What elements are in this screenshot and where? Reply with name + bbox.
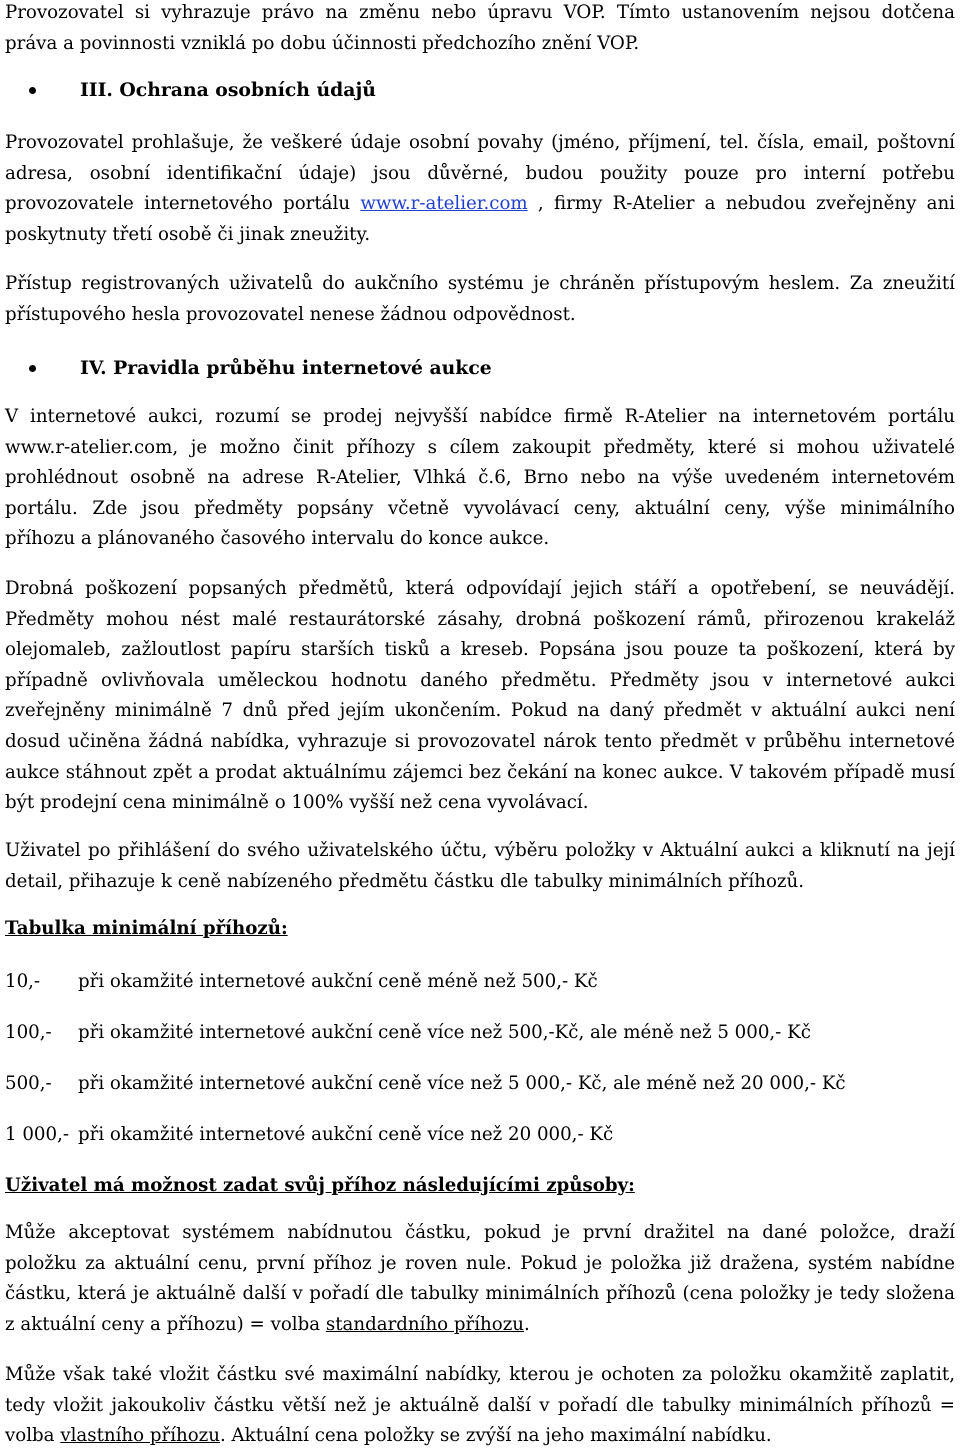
text-line [5,189,955,220]
text-line: Předměty mohou nést malé restaurátorské zásahy, drobná poškození rámů, přirozenou krakeláž [5,608,955,630]
bid-amount: 1 000,- [5,1124,69,1145]
own-bid-term: vlastního příhozu [60,1425,220,1447]
rules-paragraph [5,402,955,555]
text-span: z aktuální ceny a příhozu) = volba [5,1313,326,1335]
ways-title-text: Uživatel má možnost zadat svůj příhoz následujícími způsoby: [5,1175,635,1196]
text-line: olejomaleb, zažloutlost papíru starších tisků a kreseb. Popsána jsou pouze ta poškození, která by [5,639,955,661]
text-span: provozovatele internetového portálu [5,193,361,215]
bid-amount: 10,- [5,971,41,992]
text-line: Provozovatel si vyhrazuje právo na změnu nebo úpravu VOP. Tímto ustanovením nejsou dotčena [5,2,955,23]
standard-bid-paragraph [5,1218,955,1340]
text-line: V internetové aukci, rozumí se prodej nejvyšší nabídce firmě R-Atelier na internetovém portálu [5,406,955,427]
bid-condition: při okamžité internetové aukční ceně méně než 500,- Kč [78,971,598,992]
text-line [5,1310,955,1341]
own-bid-paragraph [5,1360,955,1452]
text-span: . [524,1313,530,1335]
text-line: detail, přihazuje k ceně nabízeného předmětu částku dle tabulky minimálních příhozů. [5,870,804,892]
text-line: Drobná poškození popsaných předmětů, která odpovídají jejich stáří a opotřebení, se neuvádějí. [5,578,955,599]
bid-amount: 500,- [5,1073,52,1094]
privacy-paragraph [5,128,955,250]
text-line: adresa, osobní identifikační údaje) jsou důvěrné, budou použity pouze pro interní potřebu [5,162,955,184]
text-span: . Aktuální cena položky se zvýší na jeho maximální nabídku. [219,1425,772,1447]
access-paragraph [5,269,955,330]
text-line: Může akceptovat systémem nabídnutou částku, pokud je první dražitel na dané položce, draží [5,1222,955,1243]
text-line: Může však také vložit částku své maximální nabídky, kterou je ochoten za položku okamžitě zaplatit, [5,1364,955,1385]
bid-amount: 100,- [5,1022,52,1043]
damage-paragraph [5,574,955,819]
text-line: Přístup registrovaných uživatelů do aukčního systému je chráněn přístupovým heslem. Za zneužití [5,273,955,294]
text-line: dosud učiněna žádná nabídka, vyhrazuje si provozovatel nárok tento předmět v průběhu internetové [5,730,955,752]
bid-condition: při okamžité internetové aukční ceně více než 500,-Kč, ale méně než 5 000,- Kč [78,1022,811,1043]
text-line: portálu. Zde jsou předměty popsány včetně vyvolávací ceny, aktuální ceny, výše minimálního [5,497,955,519]
user-paragraph [5,836,955,897]
text-line: poskytnuty třetí osobě či jinak zneužity. [5,223,371,245]
table-title [5,914,955,944]
text-line: aukce stáhnout zpět a prodat aktuálnímu zájemci bez čekání na konec aukce. V takovém případě musí [5,761,955,783]
text-line [5,1421,955,1452]
bullet-icon [29,365,36,372]
text-line: položku za aktuální cenu, první příhoz je roven nule. Pokud je položka již dražena, systém nabídne [5,1252,955,1274]
text-line: částku, která je aktuálně další v pořadí dle tabulky minimálních příhozů (cena položky je tedy složena [5,1283,955,1305]
text-line: přístupového hesla provozovatel nenese žádnou odpovědnost. [5,303,576,325]
text-span: volba [5,1425,61,1447]
text-line: www.r-atelier.com, je možno činit příhozy s cílem zakoupit předměty, které si mohou uživatelé [5,436,955,458]
text-line: práva a povinnosti vzniklá po dobu účinnosti předchozího znění VOP. [5,32,640,54]
text-line: být prodejní cena minimálně o 100% vyšší než cena vyvolávací. [5,792,589,814]
text-line: tedy vložit jakoukoliv částku větší než je aktuálně další v pořadí dle tabulky minimálních příhozů = [5,1394,955,1416]
section-heading-iv: IV. Pravidla průběhu internetové aukce [80,357,492,379]
text-line: Uživatel po přihlášení do svého uživatelského účtu, výběru položky v Aktuální aukci a kliknutí na její [5,840,955,861]
text-line: příhozu a plánovaného časového intervalu do konce aukce. [5,528,550,550]
text-line: zveřejněny minimálně 7 dnů před jejím ukončením. Pokud na daný předmět v aktuální aukci není [5,700,955,722]
bullet-icon [29,87,36,94]
intro-paragraph [5,0,955,59]
text-line: případně ovlivňovala uměleckou hodnotu daného předmětu. Předměty jsou v internetové aukci [5,669,955,691]
text-line: Provozovatel prohlašuje, že veškeré údaje osobní povahy (jméno, příjmení, tel. čísla, email, poštovní [5,132,955,153]
section-heading-iii: III. Ochrana osobních údajů [80,79,376,101]
text-line: prohlédnout osobně na adrese R-Atelier, Vlhká č.6, Brno nebo na výše uvedeném internetovém [5,467,955,489]
portal-link[interactable]: www.r-atelier.com [360,193,528,215]
bid-condition: při okamžité internetové aukční ceně více než 20 000,- Kč [78,1124,614,1145]
standard-bid-term: standardního příhozu [325,1313,524,1335]
table-title-text: Tabulka minimální příhozů: [5,918,288,939]
text-span: , firmy R-Atelier a nebudou zveřejněny ani [527,193,955,215]
ways-title [5,1171,955,1201]
bid-condition: při okamžité internetové aukční ceně více než 5 000,- Kč, ale méně než 20 000,- Kč [78,1073,846,1094]
